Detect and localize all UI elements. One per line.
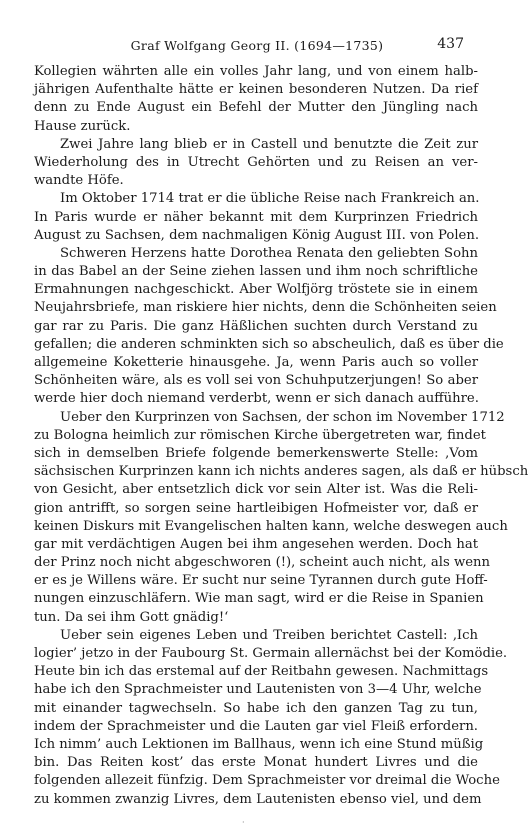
text-line: nungen einzuschläfern. Wie man sagt, wird er die Reise in Spanien: [34, 591, 484, 607]
text-line: In Paris wurde er näher bekannt mit dem Kurprinzen Friedrich: [34, 209, 478, 225]
text-line: gar rar zu Paris. Die ganz Häßlichen suchten durch Verstand zu: [34, 318, 478, 334]
text-line: werde hier doch niemand verderbt, wenn er sich danach aufführe.: [34, 391, 479, 407]
text-line: zu kommen zwanzig Livres, dem Lautenisten ebenso viel, und dem: [34, 791, 482, 807]
footer-mark: ·: [242, 818, 245, 827]
text-line: keinen Diskurs mit Evangelischen halten kann, welche deswegen auch: [34, 518, 508, 534]
text-line: Schönheiten wäre, als es voll sei von Schuhputzerjungen! So aber: [34, 373, 478, 389]
running-head: Graf Wolfgang Georg II. (1694—1735): [130, 38, 384, 53]
text-line: gion antrifft, so sorgen seine hartleibigen Hofmeister vor, daß er: [34, 500, 478, 516]
text-line: Kollegien währten alle ein volles Jahr lang, und von einem halb-: [34, 64, 478, 79]
text-line: mit einander tagwechseln. So habe ich den ganzen Tag zu tun,: [34, 700, 478, 716]
text-line: Ueber den Kurprinzen von Sachsen, der schon im November 1712: [60, 409, 505, 425]
text-line: er es je Willens wäre. Er sucht nur seine Tyrannen durch gute Hoff-: [34, 573, 488, 589]
text-line: folgenden allezeit fünfzig. Dem Sprachmeister vor dreimal die Woche: [34, 773, 500, 789]
text-line: wandte Höfe.: [34, 173, 124, 189]
text-line: Schweren Herzens hatte Dorothea Renata den geliebten Sohn: [60, 245, 478, 261]
text-line: Neujahrsbriefe, man riskiere hier nichts, denn die Schönheiten seien: [34, 300, 497, 316]
text-line: tun. Da sei ihm Gott gnädig!‘: [34, 609, 229, 625]
text-line: bin. Das Reiten kost’ das erste Monat hundert Livres und die: [34, 755, 478, 771]
page-header: [0, 38, 514, 58]
text-line: der Prinz noch nicht abgeschworen (!), scheint auch nicht, als wenn: [34, 555, 491, 571]
text-line: Zwei Jahre lang blieb er in Castell und benutzte die Zeit zur: [60, 136, 478, 152]
page-number: 437: [437, 36, 464, 52]
text-line: Im Oktober 1714 trat er die übliche Reise nach Frankreich an.: [60, 191, 480, 207]
text-line: denn zu Ende August ein Befehl der Mutter den Jüngling nach: [34, 100, 478, 116]
text-line: sächsischen Kurprinzen kann ich nichts anderes sagen, als daß er hübsch: [34, 464, 528, 480]
text-line: Wiederholung des in Utrecht Gehörten und zu Reisen an ver-: [34, 154, 478, 170]
text-line: in das Babel an der Seine ziehen lassen und ihm noch schriftliche: [34, 264, 478, 280]
text-line: Heute bin ich das erstemal auf der Reitbahn gewesen. Nachmittags: [34, 664, 489, 680]
text-line: zu Bologna heimlich zur römischen Kirche übergetreten war, findet: [34, 427, 486, 443]
text-line: logier’ jetzo in der Faubourg St. Germain allernächst bei der Komödie.: [34, 646, 508, 661]
text-line: Hause zurück.: [34, 118, 131, 134]
text-line: sich in demselben Briefe folgende bemerkenswerte Stelle: ‚Vom: [34, 445, 478, 461]
text-line: Ueber sein eigenes Leben und Treiben berichtet Castell: ‚Ich: [60, 627, 478, 643]
text-line: habe ich den Sprachmeister und Lautenisten von 3—4 Uhr, welche: [34, 682, 482, 698]
text-line: gar mit verdächtigen Augen bei ihm angesehen werden. Doch hat: [34, 536, 478, 552]
text-line: indem der Sprachmeister und die Lauten gar viel Fleiß erfordern.: [34, 718, 478, 734]
body-text: [34, 63, 528, 809]
text-line: allgemeine Koketterie hinausgehe. Ja, wenn Paris auch so voller: [34, 355, 478, 370]
text-line: von Gesicht, aber entsetzlich dick vor sein Alter ist. Was die Reli-: [34, 482, 478, 498]
text-line: Ich nimm’ auch Lektionen im Ballhaus, wenn ich eine Stund müßig: [34, 736, 484, 752]
text-line: jährigen Aufenthalte hätte er keinen besonderen Nutzen. Da rief: [34, 82, 478, 98]
text-line: August zu Sachsen, dem nachmaligen König August III. von Polen.: [34, 227, 480, 243]
text-line: Ermahnungen nachgeschickt. Aber Wolfjörg tröstete sie in einem: [34, 282, 478, 298]
text-line: gefallen; die anderen schminkten sich so abscheulich, daß es über die: [34, 336, 504, 352]
